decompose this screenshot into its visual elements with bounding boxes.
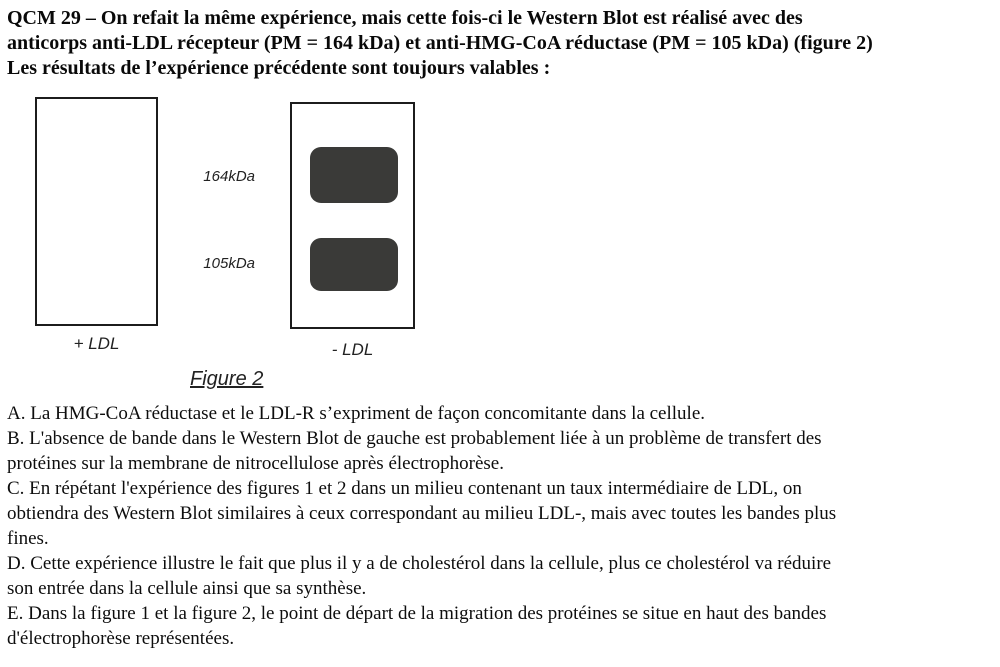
option-e bbox=[7, 601, 995, 651]
protein-band-105kda bbox=[310, 238, 398, 291]
option-a-line: A. La HMG-CoA réductase et le LDL-R s’expriment de façon concomitante dans la cellule. bbox=[7, 403, 706, 424]
question-line: Les résultats de l’expérience précédente sont toujours valables : bbox=[7, 57, 551, 79]
option-b-line: B. L'absence de bande dans le Western Blot de gauche est probablement liée à un problème de transfert des bbox=[7, 428, 822, 449]
question-line: anticorps anti-LDL récepteur (PM = 164 kDa) et anti-HMG-CoA réductase (PM = 105 kDa) (figure 2) bbox=[7, 32, 873, 54]
lane-label-minus-ldl: - LDL bbox=[331, 340, 374, 359]
option-a bbox=[7, 401, 995, 426]
answer-options bbox=[7, 401, 995, 651]
option-d bbox=[7, 551, 995, 601]
option-c bbox=[7, 476, 995, 551]
question-line: QCM 29 – On refait la même expérience, mais cette fois-ci le Western Blot est réalisé avec des bbox=[7, 7, 803, 29]
option-d-line: D. Cette expérience illustre le fait que plus il y a de cholestérol dans la cellule, plus ce cholestérol va réduire bbox=[7, 553, 832, 574]
option-c-line: obtiendra des Western Blot similaires à ceux correspondant au milieu LDL-, mais avec toutes les bandes plus bbox=[7, 503, 837, 524]
option-e-line: E. Dans la figure 1 et la figure 2, le point de départ de la migration des protéines se situe en haut des bandes bbox=[7, 603, 827, 624]
option-e-line: d'électrophorèse représentées. bbox=[7, 628, 235, 649]
molecular-weight-marker-105kda: 105kDa bbox=[203, 255, 255, 272]
option-b-line: protéines sur la membrane de nitrocellulose après électrophorèse. bbox=[7, 453, 504, 474]
western-blot-lane-minus-ldl bbox=[290, 102, 415, 329]
option-b bbox=[7, 426, 995, 476]
lane-label-plus-ldl: + LDL bbox=[73, 334, 120, 353]
protein-band-164kda bbox=[310, 147, 398, 203]
option-c-line: C. En répétant l'expérience des figures 1 et 2 dans un milieu contenant un taux intermédiaire de LDL, on bbox=[7, 478, 802, 499]
option-c-line: fines. bbox=[7, 528, 49, 549]
option-d-line: son entrée dans la cellule ainsi que sa synthèse. bbox=[7, 578, 367, 599]
figure-caption: Figure 2 bbox=[190, 368, 264, 390]
western-blot-lane-plus-ldl bbox=[35, 97, 158, 326]
molecular-weight-marker-164kda: 164kDa bbox=[203, 168, 255, 185]
